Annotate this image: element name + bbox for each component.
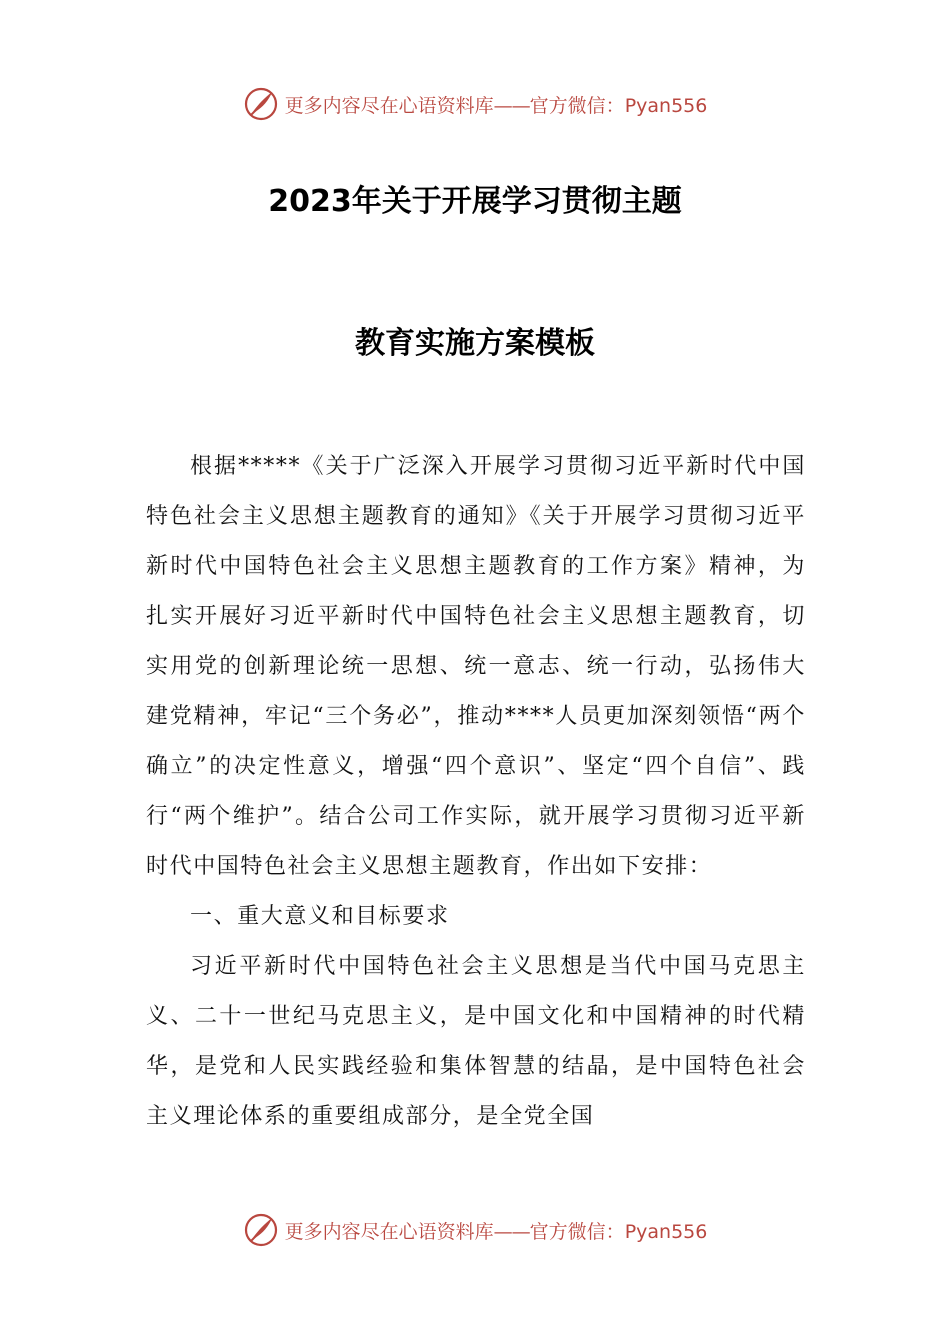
section-paragraph: 习近平新时代中国特色社会主义思想是当代中国马克思主义、二十一世纪马克思主义，是中国文化和中国精神的时代精华，是党和人民实践经验和集体智慧的结晶，是中国特色社会主义理论体系的重要组成部分，是全党全国 bbox=[146, 954, 806, 1129]
document-title-line-2: 教育实施方案模板 bbox=[355, 326, 595, 361]
watermark-text: 更多内容尽在心语资料库——官方微信：Pyan556 bbox=[284, 94, 708, 117]
footer-watermark bbox=[0, 1210, 950, 1250]
document-body bbox=[146, 442, 806, 1142]
intro-paragraph: 根据*****《关于广泛深入开展学习贯彻习近平新时代中国特色社会主义思想主题教育的通知》《关于开展学习贯彻习近平新时代中国特色社会主义思想主题教育的工作方案》精神，为扎实开展好习近平新时代中国特色社会主义思想主题教育，切实用党的创新理论统一思想、统一意志、统一行动，弘扬伟大建党精神，牢记“三个务必”，推动****人员更加深刻领悟“两个确立”的决定性意义，增强“四个意识”、坚定“四个自信”、践行“两个维护”。结合公司工作实际，就开展学习贯彻习近平新时代中国特色社会主义思想主题教育，作出如下安排： bbox=[146, 454, 806, 879]
document-title-line-1: 2023年关于开展学习贯彻主题 bbox=[268, 184, 682, 219]
header-watermark bbox=[0, 84, 950, 124]
quill-logo-icon bbox=[243, 1212, 279, 1248]
section-heading: 一、重大意义和目标要求 bbox=[190, 904, 450, 929]
watermark-text: 更多内容尽在心语资料库——官方微信：Pyan556 bbox=[284, 1220, 708, 1243]
quill-logo-icon bbox=[243, 86, 279, 122]
